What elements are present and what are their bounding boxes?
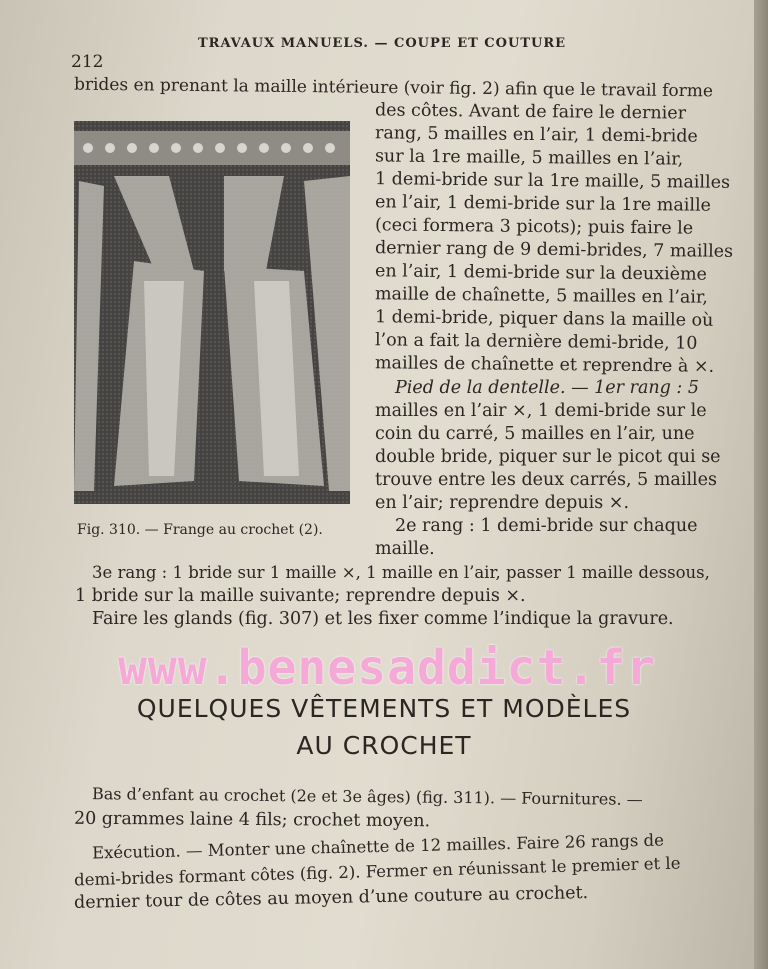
- body-line: coin du carré, 5 mailles en l’air, une: [375, 424, 695, 444]
- body-line: des côtes. Avant de faire le dernier: [374, 100, 687, 124]
- body-line: mailles en l’air ×, 1 demi-bride sur le: [375, 401, 707, 421]
- body-line: brides en prenant la maille intérieure (voir fig. 2) afin que le travail forme: [73, 74, 714, 102]
- body-line: dernier rang de 9 demi-brides, 7 mailles: [374, 238, 734, 262]
- body-line: rang, 5 mailles en l’air, 1 demi-bride: [374, 123, 698, 147]
- body-line: double bride, piquer sur le picot qui se: [375, 447, 721, 467]
- body-line: mailles de chaînette et reprendre à ×.: [374, 353, 715, 377]
- body-line: Pied de la dentelle. — 1er rang : 5: [395, 378, 700, 398]
- body-line: 2e rang : 1 demi-bride sur chaque: [395, 516, 698, 536]
- page-edge: [754, 0, 768, 969]
- watermark-text: www.benesaddict.fr: [118, 640, 657, 696]
- bottom-line: dernier tour de côtes au moyen d’une couture au crochet.: [73, 883, 589, 913]
- body-line: trouve entre les deux carrés, 5 mailles: [375, 470, 717, 490]
- body-line: Faire les glands (fig. 307) et les fixer comme l’indique la gravure.: [92, 609, 674, 629]
- body-line: 1 demi-bride, piquer dans la maille où: [374, 307, 714, 331]
- bottom-line: Bas d’enfant au crochet (2e et 3e âges) (fig. 311). — Fournitures. —: [91, 784, 643, 809]
- body-line: 3e rang : 1 bride sur 1 maille ×, 1 maille en l’air, passer 1 maille dessous,: [92, 563, 710, 582]
- bottom-line: demi-brides formant côtes (fig. 2). Fermer en réunissant le premier et le: [73, 853, 681, 890]
- section-title-line-1: QUELQUES VÊTEMENTS ET MODÈLES: [136, 694, 632, 723]
- body-line: en l’air, 1 demi-bride sur la 1re maille: [374, 192, 712, 216]
- figure-caption: Fig. 310. — Frange au crochet (2).: [77, 522, 323, 538]
- bottom-line: 20 grammes laine 4 fils; crochet moyen.: [73, 808, 431, 832]
- bottom-line: Exécution. — Monter une chaînette de 12 mailles. Faire 26 rangs de: [91, 830, 665, 863]
- body-line: l’on a fait la dernière demi-bride, 10: [374, 330, 698, 354]
- body-line: 1 bride sur la maille suivante; reprendre depuis ×.: [75, 586, 526, 606]
- fringe-drawing: [74, 121, 350, 504]
- body-line: sur la 1re maille, 5 mailles en l’air,: [374, 146, 684, 170]
- body-line: maille de chaînette, 5 mailles en l’air,: [374, 284, 709, 308]
- body-line: maille.: [375, 539, 435, 559]
- crochet-fringe-illustration: [74, 121, 350, 504]
- running-title: TRAVAUX MANUELS. — COUPE ET COUTURE: [198, 36, 567, 51]
- body-line: 1 demi-bride sur la 1re maille, 5 mailles: [374, 169, 731, 193]
- page-number: 212: [71, 52, 104, 72]
- body-line: en l’air; reprendre depuis ×.: [375, 493, 630, 513]
- section-title-line-2: AU CROCHET: [296, 731, 472, 760]
- body-line: (ceci formera 3 picots); puis faire le: [374, 215, 694, 239]
- body-line: en l’air, 1 demi-bride sur la deuxième: [374, 261, 708, 285]
